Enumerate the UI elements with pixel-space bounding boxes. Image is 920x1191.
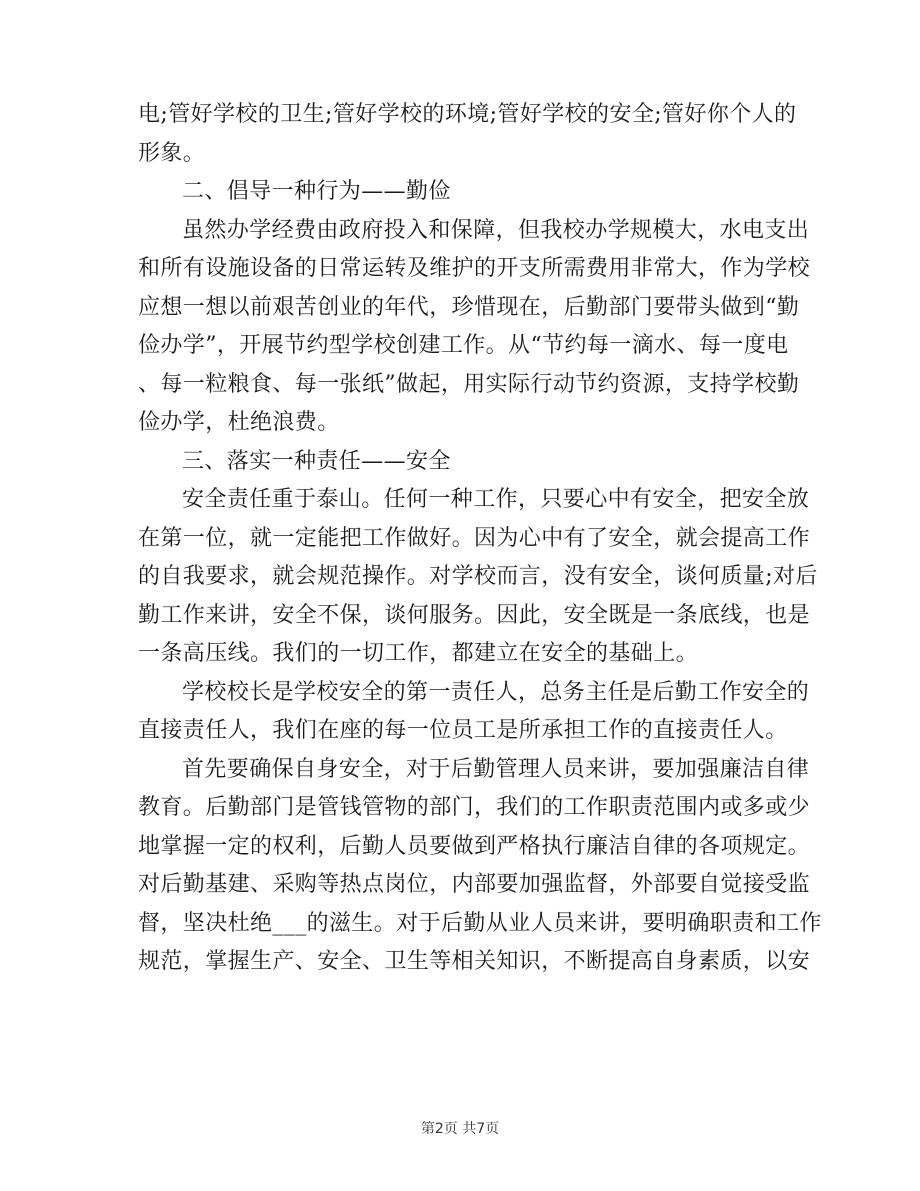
section-heading-3: 三、落实一种责任——安全	[182, 448, 451, 474]
text-line: 俭办学”，开展节约型学校创建工作。从“节约每一滴水、每一度电	[138, 333, 789, 358]
text-line: 直接责任人，我们在座的每一位员工是所承担工作的直接责任人。	[138, 718, 788, 743]
text-line: 、每一粒粮食、每一张纸”做起，用实际行动节约资源，支持学校勤	[138, 371, 800, 397]
text-line: 勤工作来讲，安全不保，谈何服务。因此，安全既是一条底线，也是	[138, 602, 811, 628]
text-line: 电;管好学校的卫生;管好学校的环境;管好学校的安全;管好你个人的	[138, 102, 797, 127]
text-line: 俭办学，杜绝浪费。	[138, 410, 340, 435]
text-line: 地掌握一定的权利，后勤人员要做到严格执行廉洁自律的各项规定。	[138, 833, 811, 859]
text-line: 安全责任重于泰山。任何一种工作，只要心中有安全，把安全放	[182, 487, 810, 512]
page-number: 第2页 共7页	[420, 1121, 500, 1137]
text-line: 督，坚决杜绝___的滋生。对于后勤从业人员来讲，要明确职责和工作	[138, 910, 822, 936]
text-line: 对后勤基建、采购等热点岗位，内部要加强监督，外部要自觉接受监	[138, 872, 811, 897]
body-text	[138, 96, 822, 982]
text-line: 一条高压线。我们的一切工作，都建立在安全的基础上。	[138, 641, 699, 666]
text-line: 学校校长是学校安全的第一责任人，总务主任是后勤工作安全的	[182, 679, 810, 705]
text-line: 应想一想以前艰苦创业的年代，珍惜现在，后勤部门要带头做到“勤	[138, 294, 800, 320]
text-line: 首先要确保自身安全，对于后勤管理人员来讲，要加强廉洁自律	[182, 756, 810, 782]
text-line: 在第一位，就一定能把工作做好。因为心中有了安全，就会提高工作	[138, 525, 811, 551]
text-line: 规范，掌握生产、安全、卫生等相关知识，不断提高自身素质，以安	[138, 949, 811, 974]
text-line: 形象。	[138, 140, 206, 166]
text-line: 和所有设施设备的日常运转及维护的开支所需费用非常大，作为学校	[138, 256, 811, 281]
text-line: 虽然办学经费由政府投入和保障，但我校办学规模大，水电支出	[182, 217, 810, 243]
section-heading-2: 二、倡导一种行为——勤俭	[182, 179, 451, 204]
document-body	[138, 96, 822, 982]
text-line: 的自我要求，就会规范操作。对学校而言，没有安全，谈何质量;对后	[138, 564, 818, 589]
text-line: 教育。后勤部门是管钱管物的部门，我们的工作职责范围内或多或少	[138, 795, 811, 820]
